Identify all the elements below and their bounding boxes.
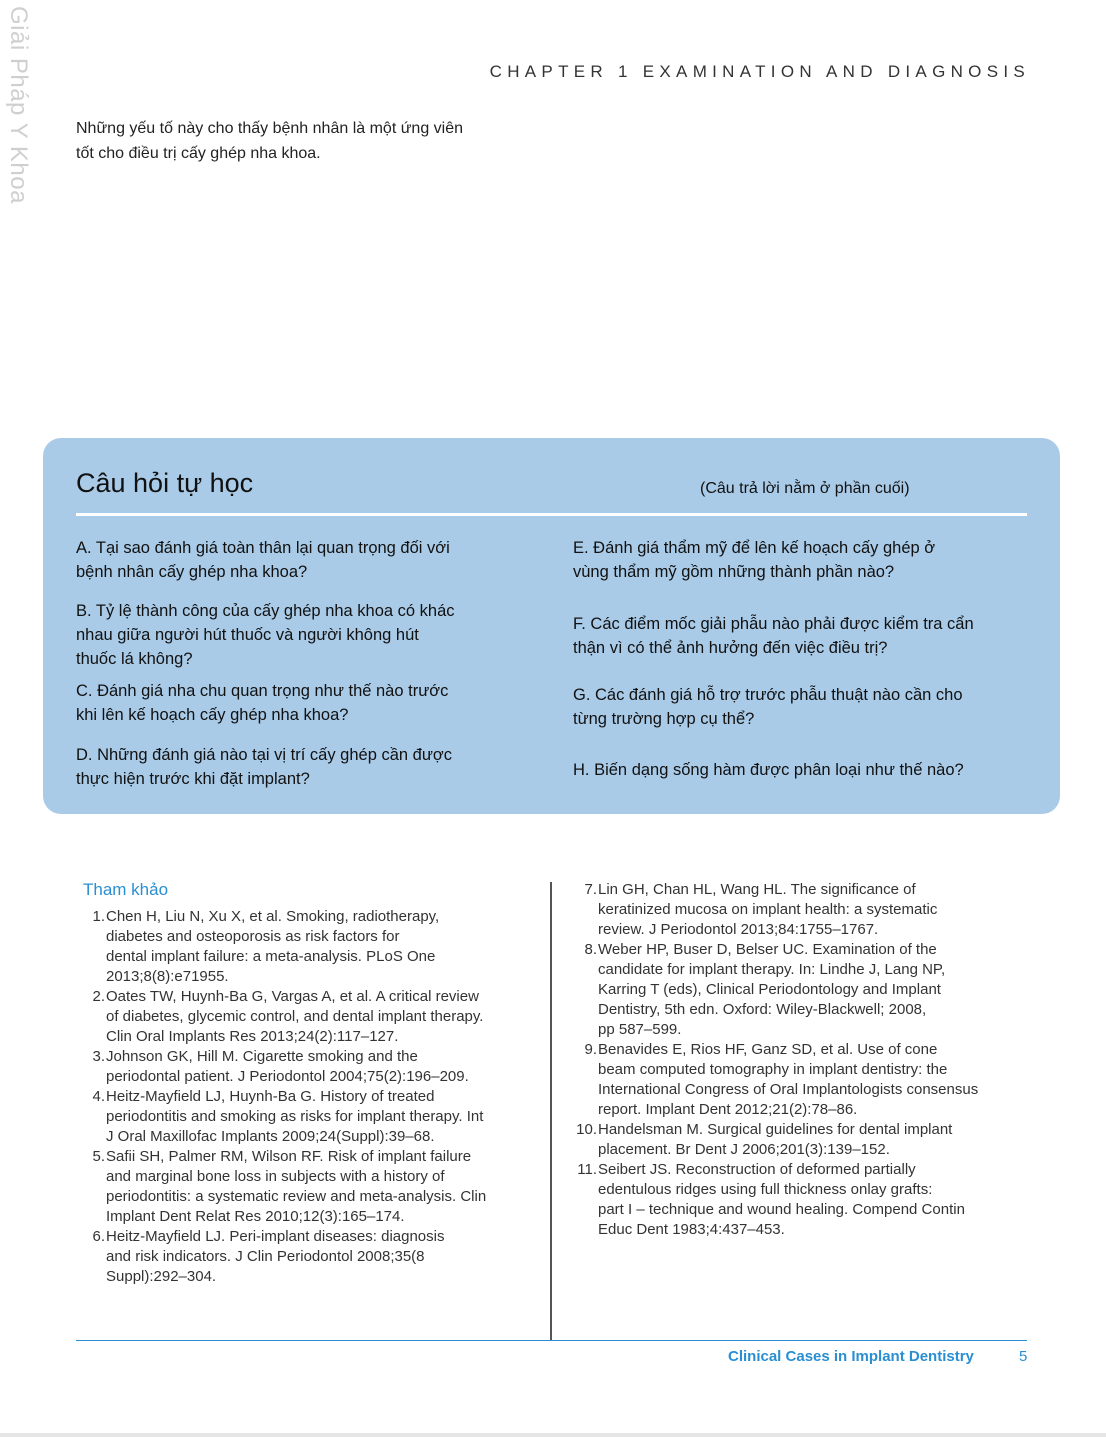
question-line: A. Tại sao đánh giá toàn thân lại quan trọng đối với [76, 539, 450, 557]
page-number: 5 [1019, 1348, 1028, 1365]
question-line: B. Tỷ lệ thành công của cấy ghép nha khoa có khác [76, 602, 455, 620]
reference-text: Safii SH, Palmer RM, Wilson RF. Risk of implant failure and marginal bone loss in subjects with a history of periodontitis: a systematic review and meta-analysis. Clin Implant Dent Relat Res 2010;12(3):165–174. [106, 1148, 487, 1225]
question-line: bệnh nhân cấy ghép nha khoa? [76, 563, 308, 581]
reference-text: Handelsman M. Surgical guidelines for dental implant placement. Br Dent J 2006;201(3):139–152. [598, 1121, 953, 1158]
question-h [573, 758, 1043, 782]
reference-number: 5. [92, 1148, 105, 1165]
page-edge [0, 1433, 1106, 1437]
reference-text: Heitz-Mayfield LJ, Huynh-Ba G. History of treated periodontitis and smoking as risks for implant therapy. Int J Oral Maxillofac Implants 2009;24(Suppl):39–68. [106, 1088, 484, 1145]
question-g [573, 683, 1043, 731]
question-b [76, 599, 536, 671]
reference-item [83, 1147, 533, 1227]
reference-item [83, 987, 533, 1047]
intro-line: tốt cho điều trị cấy ghép nha khoa. [76, 145, 321, 162]
intro-paragraph [76, 116, 536, 166]
references-left-column [83, 907, 533, 1287]
reference-number: 7. [584, 881, 597, 898]
question-d [76, 743, 536, 791]
references-right-column [575, 880, 1027, 1240]
question-line: thực hiện trước khi đặt implant? [76, 770, 310, 788]
question-line: khi lên kế hoạch cấy ghép nha khoa? [76, 706, 349, 724]
reference-number: 8. [584, 941, 597, 958]
reference-text: Heitz-Mayfield LJ. Peri-implant diseases: diagnosis and risk indicators. J Clin Periodontol 2008;35(8 Suppl):292–304. [106, 1228, 445, 1285]
intro-line: Những yếu tố này cho thấy bệnh nhân là một ứng viên [76, 120, 464, 137]
reference-text: Johnson GK, Hill M. Cigarette smoking and the periodontal patient. J Periodontol 2004;75(2):196–209. [106, 1048, 469, 1085]
column-divider [550, 882, 552, 1340]
question-line: D. Những đánh giá nào tại vị trí cấy ghép cần được [76, 746, 452, 764]
question-c [76, 679, 536, 727]
question-e [573, 536, 1043, 584]
question-line: F. Các điểm mốc giải phẫu nào phải được kiểm tra cẩn [573, 615, 974, 633]
reference-number: 9. [584, 1041, 597, 1058]
reference-text: Weber HP, Buser D, Belser UC. Examination of the candidate for implant therapy. In: Lindhe J, Lang NP, Karring T (eds), Clinical Periodontology and Implant Dentistry, 5th edn. Oxford: Wiley-Blackwell; 2008, pp 587–599. [598, 941, 946, 1038]
self-study-title: Câu hỏi tự học [76, 468, 254, 498]
question-line: thận vì có thể ảnh hưởng đến việc điều trị? [573, 639, 888, 657]
references-title: Tham khảo [83, 880, 169, 899]
question-line: H. Biến dạng sống hàm được phân loại như thế nào? [573, 761, 964, 779]
reference-text: Chen H, Liu N, Xu X, et al. Smoking, radiotherapy, diabetes and osteoporosis as risk factors for dental implant failure: a meta-analysis. PLoS One 2013;8(8):e71955. [106, 908, 440, 985]
question-a [76, 536, 536, 584]
reference-item [575, 880, 1027, 940]
question-line: E. Đánh giá thẩm mỹ để lên kế hoạch cấy ghép ở [573, 539, 936, 557]
reference-item [575, 1160, 1027, 1240]
question-line: thuốc lá không? [76, 650, 193, 668]
running-head: CHAPTER 1 EXAMINATION AND DIAGNOSIS [489, 62, 1030, 81]
footer-rule [76, 1340, 1027, 1341]
reference-number: 11. [577, 1161, 597, 1178]
reference-item [83, 1227, 533, 1287]
question-line: C. Đánh giá nha chu quan trọng như thế nào trước [76, 682, 449, 700]
reference-item [575, 1040, 1027, 1120]
reference-item [575, 940, 1027, 1040]
reference-text: Oates TW, Huynh-Ba G, Vargas A, et al. A critical review of diabetes, glycemic control, and dental implant therapy. Clin Oral Implants Res 2013;24(2):117–127. [106, 988, 484, 1045]
watermark: Giải Pháp Y Khoa [5, 6, 32, 204]
question-line: nhau giữa người hút thuốc và người không hút [76, 626, 419, 644]
reference-number: 3. [92, 1048, 105, 1065]
reference-text: Seibert JS. Reconstruction of deformed partially edentulous ridges using full thickness onlay grafts: part I – technique and wound healing. Compend Contin Educ Dent 1983;4:437–453. [598, 1161, 965, 1238]
reference-number: 4. [92, 1088, 105, 1105]
question-line: vùng thẩm mỹ gồm những thành phần nào? [573, 563, 895, 581]
reference-text: Benavides E, Rios HF, Ganz SD, et al. Use of cone beam computed tomography in implant dentistry: the International Congress of Oral Implantologists consensus report. Implant Dent 2012;21(2):78–86. [598, 1041, 979, 1118]
book-title: Clinical Cases in Implant Dentistry [728, 1348, 974, 1365]
reference-number: 2. [92, 988, 105, 1005]
answers-note: (Câu trả lời nằm ở phần cuối) [700, 480, 910, 497]
reference-text: Lin GH, Chan HL, Wang HL. The significance of keratinized mucosa on implant health: a systematic review. J Periodontol 2013;84:1755–1767. [598, 881, 938, 938]
reference-item [83, 1087, 533, 1147]
question-line: G. Các đánh giá hỗ trợ trước phẫu thuật nào cần cho [573, 686, 963, 704]
reference-number: 10. [576, 1121, 597, 1138]
self-study-box [43, 438, 1060, 814]
reference-item [83, 907, 533, 987]
reference-item [575, 1120, 1027, 1160]
divider [76, 513, 1027, 516]
reference-item [83, 1047, 533, 1087]
reference-number: 1. [92, 908, 105, 925]
question-line: từng trường hợp cụ thể? [573, 710, 755, 728]
reference-number: 6. [92, 1228, 105, 1245]
question-f [573, 612, 1043, 660]
